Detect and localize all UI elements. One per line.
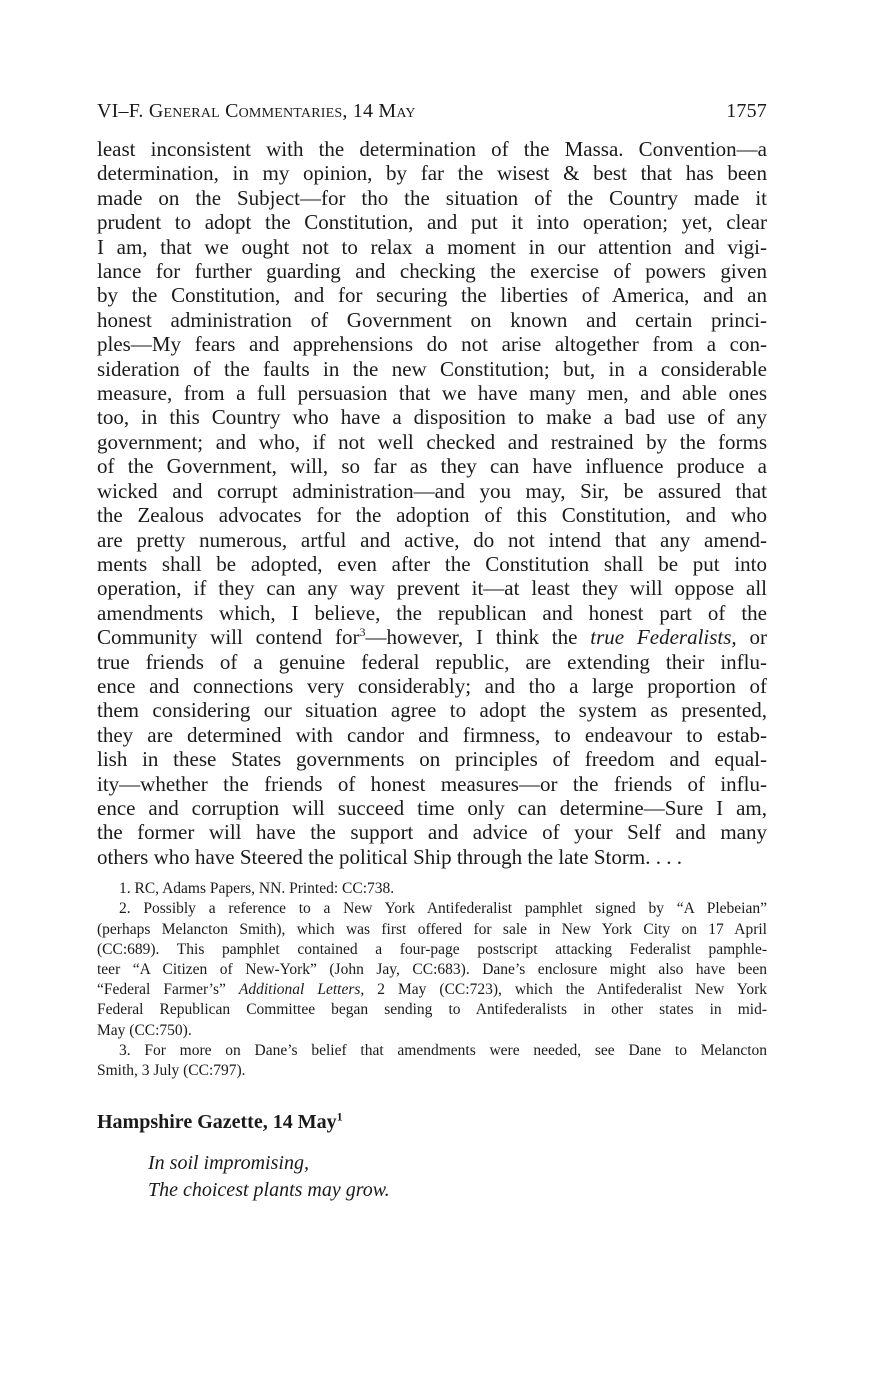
body-line: ples—My fears and apprehensions do not arise altogether from a con- [97, 332, 767, 357]
body-line: operation, if they can any way prevent it—at least they will oppose all [97, 576, 767, 601]
footnote-line: Federal Republican Committee began sending to Antifederalists in other states in mid- [97, 1001, 767, 1019]
footnote-line: May (CC:750). [97, 1021, 192, 1039]
running-head [97, 100, 767, 123]
body-line: them considering our situation agree to adopt the system as presented, [97, 698, 767, 723]
body-line: government; and who, if not well checked and restrained by the forms [97, 429, 767, 454]
body-line: the former will have the support and advice of your Self and many [97, 820, 767, 845]
letter-body [97, 137, 767, 869]
body-line: prudent to adopt the Constitution, and put it into operation; yet, clear [97, 210, 767, 235]
line-text: 2 May (CC:723), which the Antifederalist New York [364, 981, 767, 999]
body-line: lish in these States governments on principles of freedom and equal- [97, 747, 767, 772]
line-text: or [736, 625, 767, 650]
body-line: made on the Subject—for tho the situation of the Country made it [97, 185, 767, 210]
body-line: sideration of the faults in the new Constitution; but, in a considerable [97, 356, 767, 381]
body-line: true friends of a genuine federal republic, are extending their influ- [97, 649, 767, 674]
footnotes [97, 879, 767, 1081]
italic-text: Additional Letters, [238, 981, 365, 999]
running-head-section: VI–F. General Commentaries, 14 May [97, 100, 416, 122]
body-line: ity—whether the friends of honest measures—or the friends of influ- [97, 771, 767, 796]
footnote-line: Smith, 3 July (CC:797). [97, 1062, 246, 1080]
line-text: —however, I think the [365, 625, 591, 650]
epigraph-poem [148, 1150, 767, 1204]
footnote-line: 1. RC, Adams Papers, NN. Printed: CC:738. [119, 880, 395, 898]
body-line [97, 625, 767, 649]
footnote-3 [97, 1041, 767, 1081]
body-line: they are determined with candor and firmness, to endeavour to estab- [97, 722, 767, 747]
body-line: measure, from a full persuasion that we have many men, and able ones [97, 381, 767, 406]
italic-text: true Federalists, [590, 625, 737, 650]
footnote-line: teer “A Citizen of New-York” (John Jay, CC:683). Dane’s enclosure might also have been [97, 961, 767, 978]
document-page [97, 100, 767, 1204]
line-text: Community will contend for [97, 625, 360, 650]
footnote-2 [97, 899, 767, 1040]
body-line: of the Government, will, so far as they can have influence produce a [97, 454, 767, 479]
footnote-line [97, 980, 767, 1000]
body-line: the Zealous advocates for the adoption of this Constitution, and who [97, 503, 767, 528]
poem-line: The choicest plants may grow. [148, 1179, 390, 1202]
body-line: honest administration of Government on known and certain princi- [97, 307, 767, 332]
body-line: least inconsistent with the determination of the Massa. Convention—a [97, 137, 767, 161]
footnote-line: (perhaps Melancton Smith), which was first offered for sale in New York City on 17 April [97, 920, 767, 938]
footnote-ref-3[interactable]: 3 [359, 625, 366, 640]
body-line: amendments which, I believe, the republican and honest part of the [97, 600, 767, 625]
body-line: too, in this Country who have a disposition to make a bad use of any [97, 405, 767, 430]
page-number: 1757 [726, 100, 767, 122]
footnote-ref-1[interactable]: 1 [336, 1109, 343, 1124]
body-line: wicked and corrupt administration—and you may, Sir, be assured that [97, 478, 767, 503]
body-line: lance for further guarding and checking the exercise of powers given [97, 259, 767, 284]
poem-line: In soil impromising, [148, 1152, 309, 1175]
body-line: I am, that we ought not to relax a moment in our attention and vigi- [97, 234, 767, 259]
body-line: ments shall be adopted, even after the Constitution shall be put into [97, 551, 767, 576]
line-text: “Federal Farmer’s” [97, 981, 239, 999]
footnote-line: (CC:689). This pamphlet contained a four-page postscript attacking Federalist pamphle- [97, 940, 767, 958]
body-line: are pretty numerous, artful and active, do not intend that any amend- [97, 527, 767, 552]
body-line: determination, in my opinion, by far the wisest & best that has been [97, 161, 767, 186]
body-line: others who have Steered the political Ship through the late Storm. . . . [97, 844, 682, 869]
section-title-text: Hampshire Gazette, 14 May [97, 1111, 337, 1134]
body-line: ence and connections very considerably; and tho a large proportion of [97, 673, 767, 698]
footnote-line: 2. Possibly a reference to a New York Antifederalist pamphlet signed by “A Plebeian” [119, 900, 767, 918]
section-title [97, 1111, 767, 1134]
body-line: by the Constitution, and for securing the liberties of America, and an [97, 283, 767, 308]
body-line: ence and corruption will succeed time only can determine—Sure I am, [97, 795, 767, 820]
footnote-1 [97, 879, 767, 899]
footnote-line: 3. For more on Dane’s belief that amendments were needed, see Dane to Melancton [119, 1041, 767, 1059]
